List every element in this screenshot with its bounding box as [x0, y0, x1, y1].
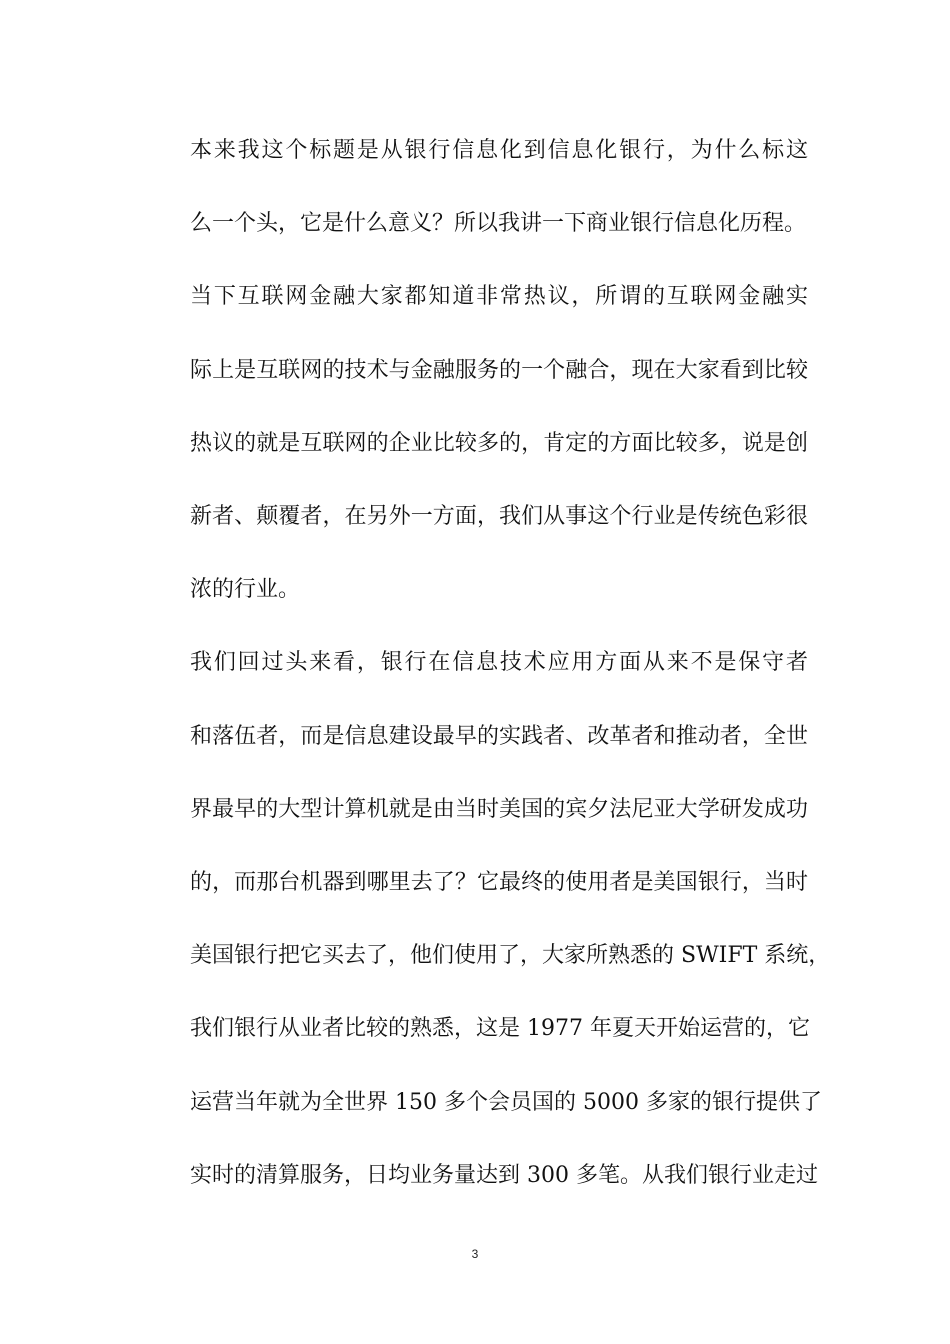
text-line: 当下互联网金融大家都知道非常热议，所谓的互联网金融实	[190, 284, 808, 310]
text-line: 运营当年就为全世界 150 多个会员国的 5000 多家的银行提供了	[190, 1089, 822, 1115]
text-line: 么一个头，它是什么意义？所以我讲一下商业银行信息化历程。	[190, 211, 807, 237]
text-line: 我们回过头来看，银行在信息技术应用方面从来不是保守者	[190, 650, 808, 676]
text-line: 界最早的大型计算机就是由当时美国的宾夕法尼亚大学研发成功	[190, 796, 808, 822]
text-line: 本来我这个标题是从银行信息化到信息化银行，为什么标这	[190, 138, 808, 163]
text-line: 新者、颠覆者，在另外一方面，我们从事这个行业是传统色彩很	[190, 504, 808, 530]
text-line: 的，而那台机器到哪里去了？它最终的使用者是美国银行，当时	[190, 870, 808, 896]
text-line: 浓的行业。	[190, 577, 301, 603]
page-number: 3	[471, 1247, 479, 1261]
paragraph-2	[140, 260, 808, 626]
text-line: 际上是互联网的技术与金融服务的一个融合，现在大家看到比较	[190, 357, 808, 383]
text-line: 我们银行从业者比较的熟悉，这是 1977 年夏天开始运营的，它	[190, 1016, 810, 1042]
paragraph-1	[140, 114, 808, 260]
text-line: 美国银行把它买去了，他们使用了，大家所熟悉的 SWIFT 系统，	[190, 943, 831, 969]
text-line: 实时的清算服务，日均业务量达到 300 多笔。从我们银行业走过	[190, 1162, 818, 1188]
text-line: 热议的就是互联网的企业比较多的，肯定的方面比较多，说是创	[190, 430, 808, 456]
paragraph-3	[140, 626, 831, 1212]
body-text	[140, 114, 831, 1212]
text-line: 和落伍者，而是信息建设最早的实践者、改革者和推动者，全世	[190, 723, 808, 749]
